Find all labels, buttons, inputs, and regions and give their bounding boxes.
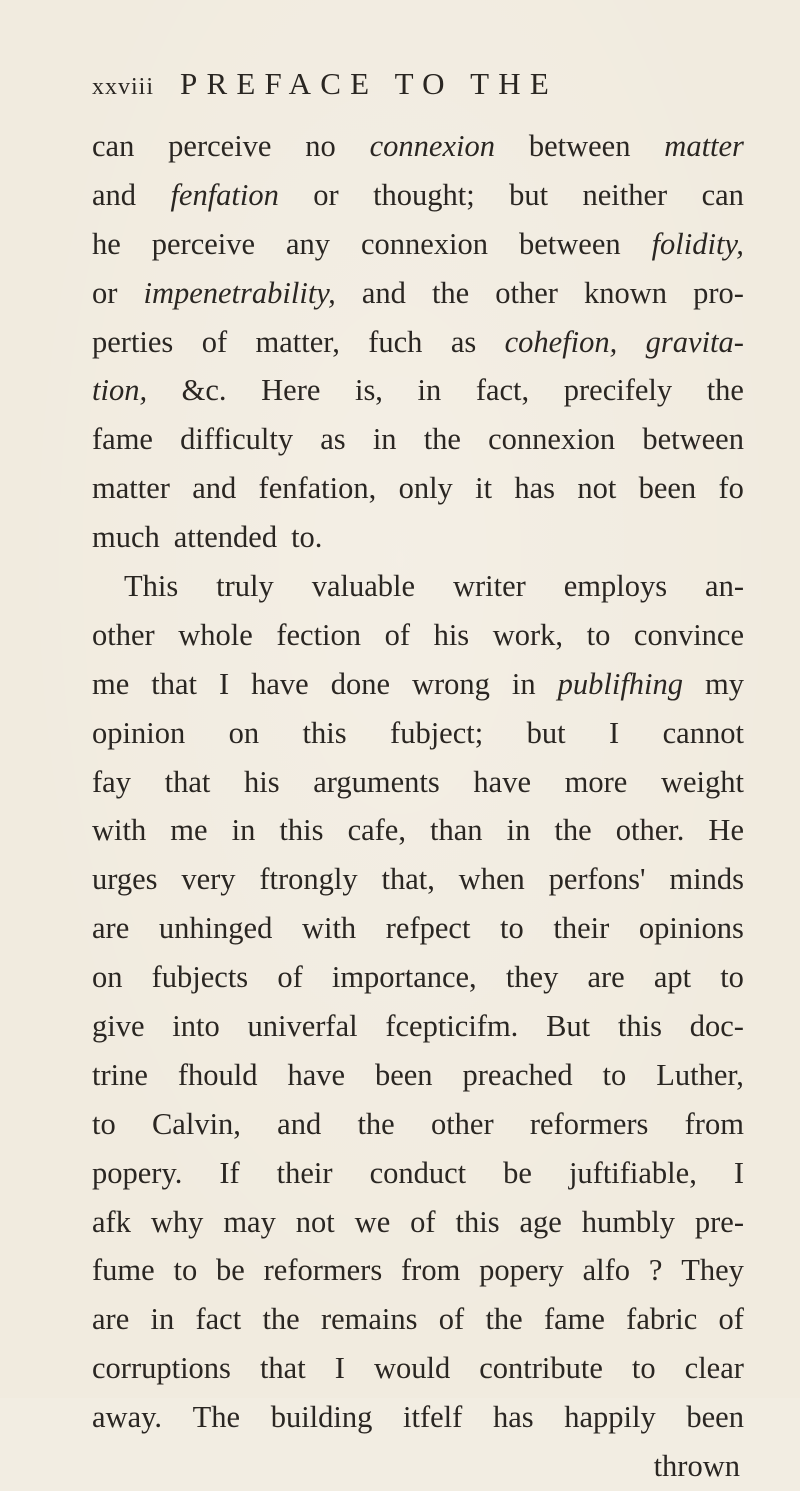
word: doc- <box>689 1009 744 1044</box>
word: as <box>450 324 477 359</box>
word: afk <box>92 1204 131 1239</box>
italic-word: fenfation <box>170 177 279 212</box>
word: this <box>455 1204 500 1239</box>
word: thrown <box>653 1449 740 1484</box>
word: matter, <box>255 324 340 359</box>
word: not <box>295 1204 335 1239</box>
word: are <box>587 960 625 995</box>
word: itfelf <box>403 1400 463 1435</box>
word: between <box>519 226 621 261</box>
word: &c. <box>181 373 227 408</box>
word: why <box>150 1204 204 1239</box>
word: in <box>372 422 397 457</box>
word: and <box>361 275 406 310</box>
word: to <box>500 911 524 946</box>
word: the <box>431 275 470 310</box>
word: other. <box>615 813 685 848</box>
word: reformers <box>529 1106 649 1141</box>
word: we <box>354 1204 391 1239</box>
word: been <box>638 471 697 506</box>
word: the <box>554 813 592 848</box>
body-text <box>92 122 744 1491</box>
word: fabric <box>626 1302 698 1337</box>
word: importance, <box>331 960 477 995</box>
text-line <box>92 318 744 367</box>
word: this <box>279 813 324 848</box>
word: has <box>514 471 556 506</box>
word: perties <box>92 324 174 359</box>
word: fcepticifm. <box>385 1009 519 1044</box>
word: juftifiable, <box>568 1155 697 1190</box>
word: and <box>92 177 137 212</box>
word: trine <box>92 1057 148 1092</box>
word: and <box>277 1106 322 1141</box>
text-line <box>92 513 744 562</box>
word: fume <box>92 1253 155 1288</box>
word: done <box>330 666 390 701</box>
word: are <box>92 911 130 946</box>
word: of <box>718 1302 744 1337</box>
word: I <box>733 1155 744 1190</box>
word: that <box>151 666 197 701</box>
text-line <box>92 1442 744 1491</box>
word: happily <box>564 1400 656 1435</box>
word: minds <box>669 862 744 897</box>
word: can <box>701 177 744 212</box>
word: fame <box>543 1302 605 1337</box>
word: to <box>631 1351 656 1386</box>
word: give <box>92 1009 145 1044</box>
word: remains <box>320 1302 418 1337</box>
word: in <box>506 813 531 848</box>
word: been <box>374 1057 433 1092</box>
word: on <box>228 715 260 750</box>
word: univerfal <box>247 1009 358 1044</box>
word: clear <box>684 1351 744 1386</box>
word: but <box>526 715 566 750</box>
word: has <box>492 1400 534 1435</box>
word: popery. <box>92 1155 183 1190</box>
text-line <box>92 122 744 171</box>
text-line <box>92 904 744 953</box>
italic-word: tion, <box>92 373 148 408</box>
word: in <box>511 666 536 701</box>
italic-word: connexion <box>369 129 495 163</box>
word: an- <box>705 569 744 604</box>
word: of <box>438 1302 465 1337</box>
text-line <box>92 366 744 415</box>
word: in <box>150 1302 175 1337</box>
text-line <box>92 953 744 1002</box>
word: fo <box>718 471 744 506</box>
word: and <box>192 471 237 506</box>
word: of <box>201 324 228 359</box>
word: that <box>259 1351 306 1386</box>
word: preached <box>462 1057 573 1092</box>
word: connexion <box>360 226 489 261</box>
word: in <box>231 813 256 848</box>
word: my <box>705 666 744 701</box>
word: away. <box>92 1400 162 1435</box>
word: wrong <box>411 666 490 701</box>
word: not <box>577 471 617 506</box>
word: writer <box>452 569 526 604</box>
word: into <box>172 1009 220 1044</box>
word: fubject; <box>390 715 484 750</box>
word: it <box>475 471 493 506</box>
italic-word: matter <box>664 129 744 163</box>
text-line <box>92 464 744 513</box>
word: can <box>92 129 135 163</box>
word: the <box>262 1302 300 1337</box>
word: than <box>430 813 483 848</box>
word: corruptions <box>92 1351 231 1386</box>
word: been <box>686 1400 744 1435</box>
word: They <box>681 1253 744 1288</box>
word: the <box>423 422 461 457</box>
word: pro- <box>693 275 744 310</box>
word: this <box>302 715 347 750</box>
word: employs <box>563 569 668 604</box>
word: between <box>528 129 631 163</box>
word: have <box>251 666 309 701</box>
word: work, <box>492 617 564 652</box>
word: weight <box>660 764 744 799</box>
word: in <box>417 373 442 408</box>
word: any <box>285 226 331 261</box>
word: only <box>398 471 453 506</box>
word: opinions <box>638 911 744 946</box>
text-line <box>92 1198 744 1247</box>
word: that, <box>381 862 435 897</box>
word: valuable <box>311 569 416 604</box>
word: other <box>430 1106 494 1141</box>
word: with <box>92 813 147 848</box>
word: on <box>92 960 123 995</box>
word: from <box>684 1106 744 1141</box>
word: no <box>305 129 336 163</box>
italic-word: folidity, <box>651 226 744 261</box>
word: perceive <box>168 129 272 163</box>
text-line <box>92 269 744 318</box>
word: more <box>564 764 628 799</box>
word: have <box>287 1057 346 1092</box>
word: of <box>384 617 411 652</box>
text-line <box>92 660 744 709</box>
word: he <box>92 226 121 261</box>
italic-word: gravita- <box>645 324 744 359</box>
text-line <box>92 1149 744 1198</box>
word: apt <box>653 960 692 995</box>
text-line <box>92 562 744 611</box>
page-header <box>92 66 558 110</box>
word: building <box>270 1400 373 1435</box>
word: fenfation, <box>258 471 377 506</box>
word: popery <box>479 1253 564 1288</box>
word: whole <box>178 617 253 652</box>
word: fact, <box>475 373 530 408</box>
word: their <box>553 911 610 946</box>
word: of <box>410 1204 436 1239</box>
word: neither <box>582 177 668 212</box>
word: thought; <box>373 177 475 212</box>
word: attended <box>173 520 278 555</box>
word: is, <box>354 373 383 408</box>
text-line <box>92 806 744 855</box>
word: fubjects <box>151 960 249 995</box>
word: urges <box>92 862 158 897</box>
word: fection <box>276 617 362 652</box>
word: from <box>401 1253 461 1288</box>
word: He <box>708 813 744 848</box>
text-line <box>92 758 744 807</box>
word: this <box>617 1009 662 1044</box>
text-line <box>92 1246 744 1295</box>
word: The <box>192 1400 241 1435</box>
word: conduct <box>369 1155 467 1190</box>
text-line <box>92 1393 744 1442</box>
word: fuch <box>368 324 423 359</box>
italic-word: cohefion, <box>504 324 618 359</box>
word: unhinged <box>158 911 273 946</box>
word: perfons' <box>548 862 646 897</box>
word: cannot <box>662 715 744 750</box>
word: refpect <box>385 911 471 946</box>
text-line <box>92 415 744 464</box>
word: with <box>301 911 357 946</box>
word: arguments <box>313 764 440 799</box>
word: matter <box>92 471 170 506</box>
word: are <box>92 1302 130 1337</box>
word: very <box>181 862 236 897</box>
word: their <box>276 1155 333 1190</box>
page-number: xxviii <box>92 74 155 100</box>
italic-word: publifhing <box>557 666 684 701</box>
word: difficulty <box>180 422 294 457</box>
word: cafe, <box>347 813 406 848</box>
word: truly <box>216 569 274 604</box>
word: between <box>642 422 744 457</box>
word: fhould <box>177 1057 258 1092</box>
word: to <box>586 617 611 652</box>
word: as <box>320 422 346 457</box>
text-line <box>92 1002 744 1051</box>
word: convince <box>633 617 744 652</box>
text-line <box>92 220 744 269</box>
word: opinion <box>92 715 186 750</box>
word: be <box>503 1155 532 1190</box>
word: me <box>92 666 130 701</box>
word: the <box>706 373 744 408</box>
word: to <box>720 960 744 995</box>
word: would <box>373 1351 451 1386</box>
word: have <box>473 764 531 799</box>
word: age <box>519 1204 562 1239</box>
text-line <box>92 171 744 220</box>
word: the <box>485 1302 523 1337</box>
running-head: PREFACE TO THE <box>180 66 559 101</box>
text-line <box>92 1295 744 1344</box>
word: Calvin, <box>151 1106 241 1141</box>
text-line <box>92 1051 744 1100</box>
text-line <box>92 709 744 758</box>
word: contribute <box>479 1351 603 1386</box>
word: I <box>218 666 230 701</box>
word: or <box>313 177 339 212</box>
word: fay <box>92 764 131 799</box>
word: me <box>170 813 208 848</box>
word: I <box>334 1351 345 1386</box>
word: the <box>357 1106 395 1141</box>
text-line <box>92 611 744 660</box>
word: connexion <box>488 422 616 457</box>
italic-word: impenetrability, <box>143 275 336 310</box>
word: Here <box>261 373 321 408</box>
word: or <box>92 275 118 310</box>
text-line <box>92 1344 744 1393</box>
word: other <box>92 617 155 652</box>
word: known <box>584 275 668 310</box>
word: ? <box>648 1253 663 1288</box>
word: Luther, <box>656 1057 744 1092</box>
word: humbly <box>581 1204 675 1239</box>
word: may <box>223 1204 276 1239</box>
word: his <box>433 617 470 652</box>
word: alfo <box>582 1253 631 1288</box>
word: But <box>546 1009 591 1044</box>
word: If <box>219 1155 240 1190</box>
word: perceive <box>151 226 256 261</box>
word: to <box>173 1253 198 1288</box>
word: pre- <box>694 1204 744 1239</box>
text-line <box>92 1100 744 1149</box>
word: I <box>609 715 620 750</box>
word: fact <box>195 1302 242 1337</box>
word: to <box>602 1057 627 1092</box>
word: when <box>458 862 525 897</box>
word: his <box>244 764 280 799</box>
word: to <box>92 1106 116 1141</box>
word: This <box>124 569 179 604</box>
word: much <box>92 520 160 555</box>
word: but <box>509 177 549 212</box>
text-line <box>92 855 744 904</box>
word: of <box>277 960 303 995</box>
word: fame <box>92 422 153 457</box>
word: they <box>505 960 559 995</box>
word: that <box>164 764 211 799</box>
word: ftrongly <box>259 862 358 897</box>
word: reformers <box>263 1253 383 1288</box>
word: other <box>495 275 558 310</box>
word: be <box>216 1253 245 1288</box>
word: to. <box>291 520 323 555</box>
word: precifely <box>563 373 673 408</box>
